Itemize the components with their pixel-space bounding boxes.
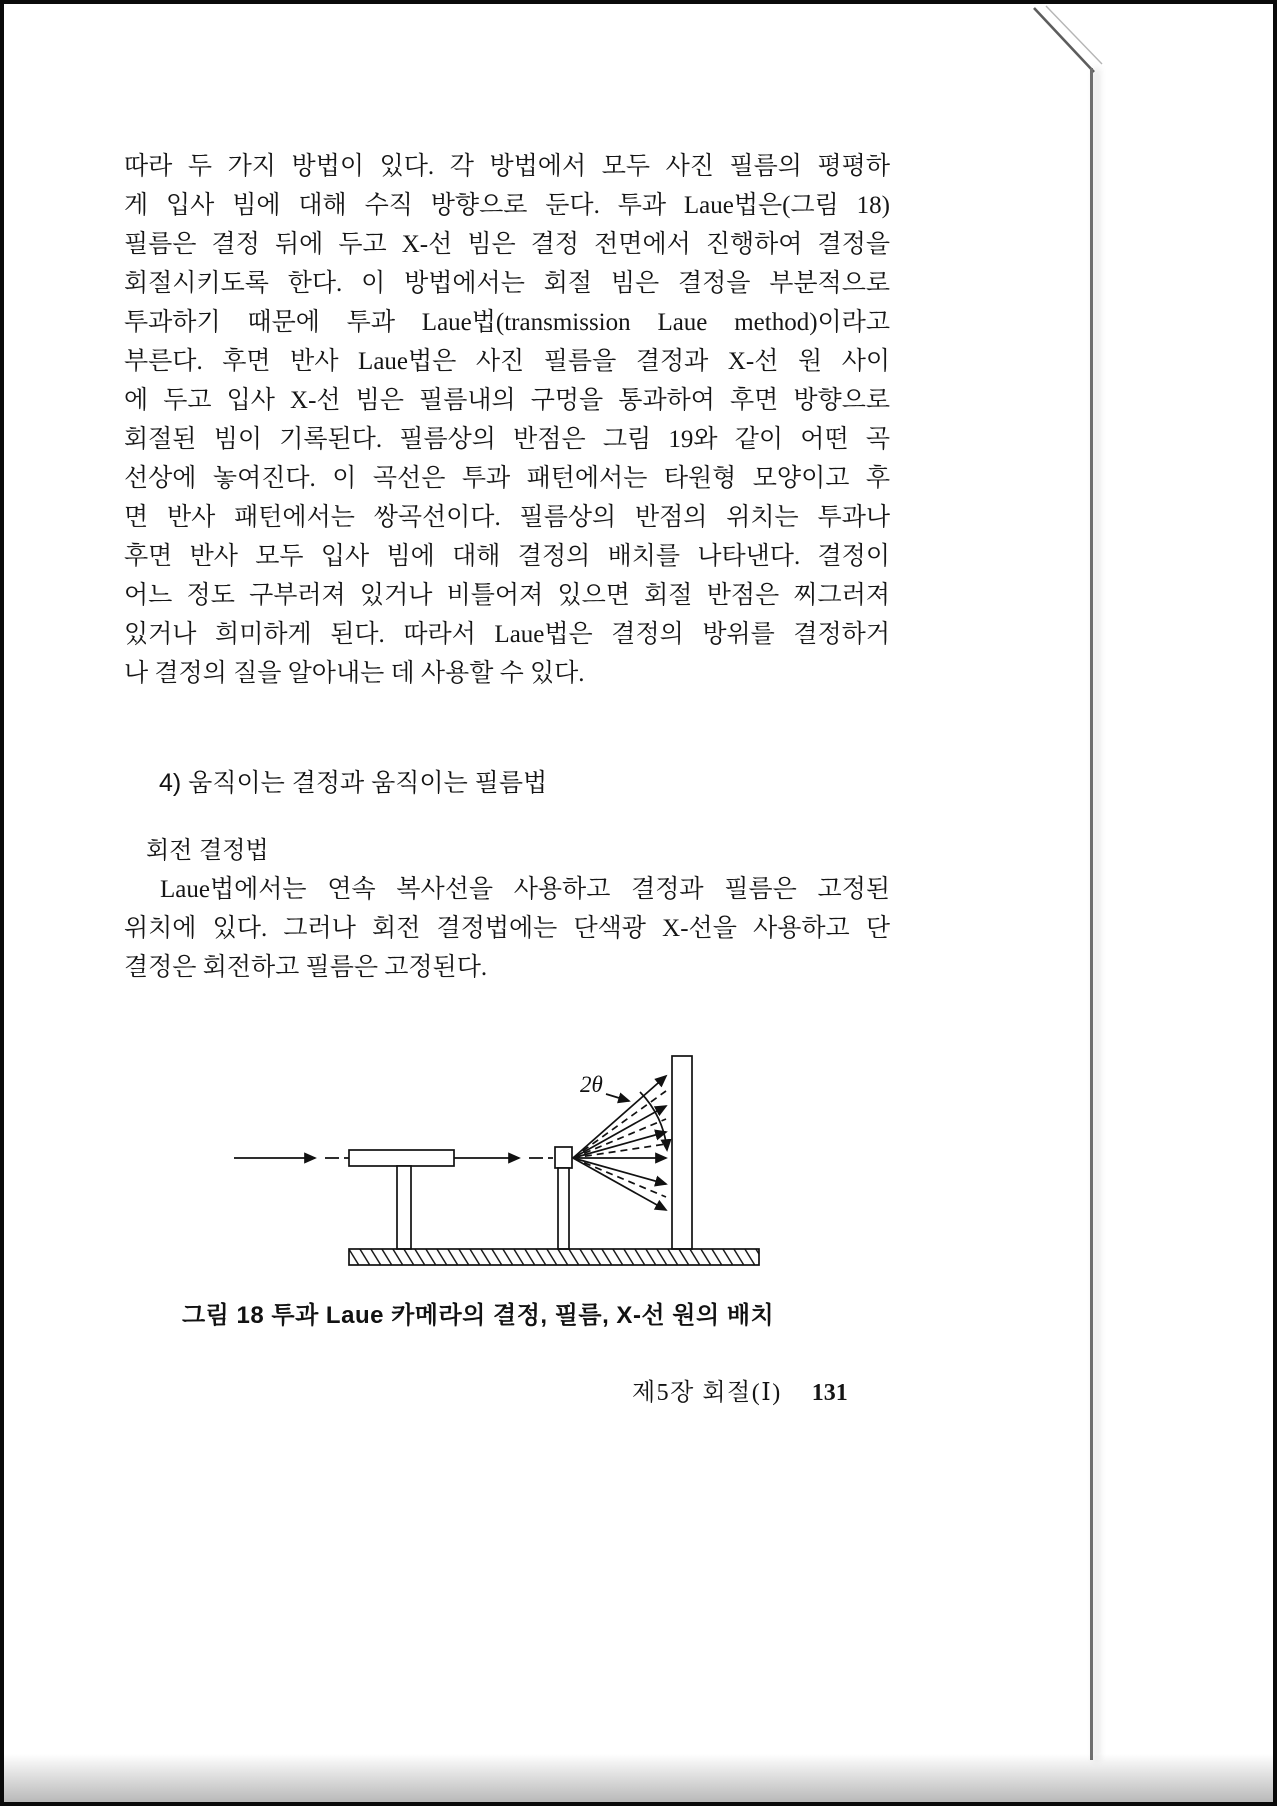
body-paragraph-2 — [124, 870, 890, 987]
angle-label: 2θ — [580, 1072, 603, 1097]
text-line: 회절된 빔이 기록된다. 필름상의 반점은 그림 19와 같이 어떤 곡 — [124, 426, 890, 453]
text-line: Laue법에서는 연속 복사선을 사용하고 결정과 필름은 고정된 — [160, 876, 890, 903]
text-line: 따라 두 가지 방법이 있다. 각 방법에서 모두 사진 필름의 평평하 — [124, 153, 890, 180]
text-line: 있거나 희미하게 된다. 따라서 Laue법은 결정의 방위를 결정하거 — [124, 621, 890, 648]
collimator-stand — [397, 1166, 411, 1249]
text-line: 후면 반사 모두 입사 빔에 대해 결정의 배치를 나타낸다. 결정이 — [124, 543, 890, 570]
crystal — [555, 1147, 572, 1168]
text-line: 어느 정도 구부러져 있거나 비틀어져 있으면 회절 반점은 찌그러져 — [124, 582, 890, 609]
text-line: 부른다. 후면 반사 Laue법은 사진 필름을 결정과 X-선 원 사이 — [124, 348, 890, 375]
figure-caption: 그림 18 투과 Laue 카메라의 결정, 필름, X-선 원의 배치 — [182, 1302, 775, 1329]
page-number: 131 — [811, 1380, 848, 1406]
section-heading: 4) 움직이는 결정과 움직이는 필름법 — [159, 769, 548, 797]
text-line: 면 반사 패턴에서는 쌍곡선이다. 필름상의 반점의 위치는 투과나 — [124, 504, 890, 531]
text-line: 나 결정의 질을 알아내는 데 사용할 수 있다. — [124, 660, 585, 687]
crystal-stand — [558, 1168, 569, 1249]
base-ground — [349, 1249, 759, 1265]
page-footer — [632, 1372, 848, 1407]
text-line: 결정은 회전하고 필름은 고정된다. — [124, 954, 488, 981]
text-line: 위치에 있다. 그러나 회전 결정법에는 단색광 X-선을 사용하고 단 — [124, 915, 890, 942]
figure-18-diagram — [139, 1044, 779, 1279]
collimator — [349, 1150, 454, 1166]
angle-pointer-arrow — [606, 1094, 629, 1101]
page-right-edge — [1090, 68, 1093, 1760]
text-line: 필름은 결정 뒤에 두고 X-선 빔은 결정 전면에서 진행하여 결정을 — [124, 231, 890, 258]
text-line: 선상에 놓여진다. 이 곡선은 투과 패턴에서는 타원형 모양이고 후 — [124, 465, 890, 492]
film — [672, 1056, 692, 1249]
text-line: 에 두고 입사 X-선 빔은 필름내의 구멍을 통과하여 후면 방향으로 — [124, 387, 890, 414]
chapter-title: 제5장 회절(Ⅰ) — [632, 1380, 782, 1406]
page-bottom-shadow — [4, 1754, 1273, 1802]
text-line: 회절시키도록 한다. 이 방법에서는 회절 빔은 결정을 부분적으로 — [124, 270, 890, 297]
body-paragraph-1 — [124, 147, 890, 693]
subsection-heading: 회전 결정법 — [146, 837, 269, 864]
page-corner-edge — [1022, 4, 1142, 94]
text-line: 투과하기 때문에 투과 Laue법(transmission Laue method)이라고 — [124, 309, 890, 336]
text-line: 게 입사 빔에 대해 수직 방향으로 둔다. 투과 Laue법은(그림 18) — [124, 192, 890, 219]
